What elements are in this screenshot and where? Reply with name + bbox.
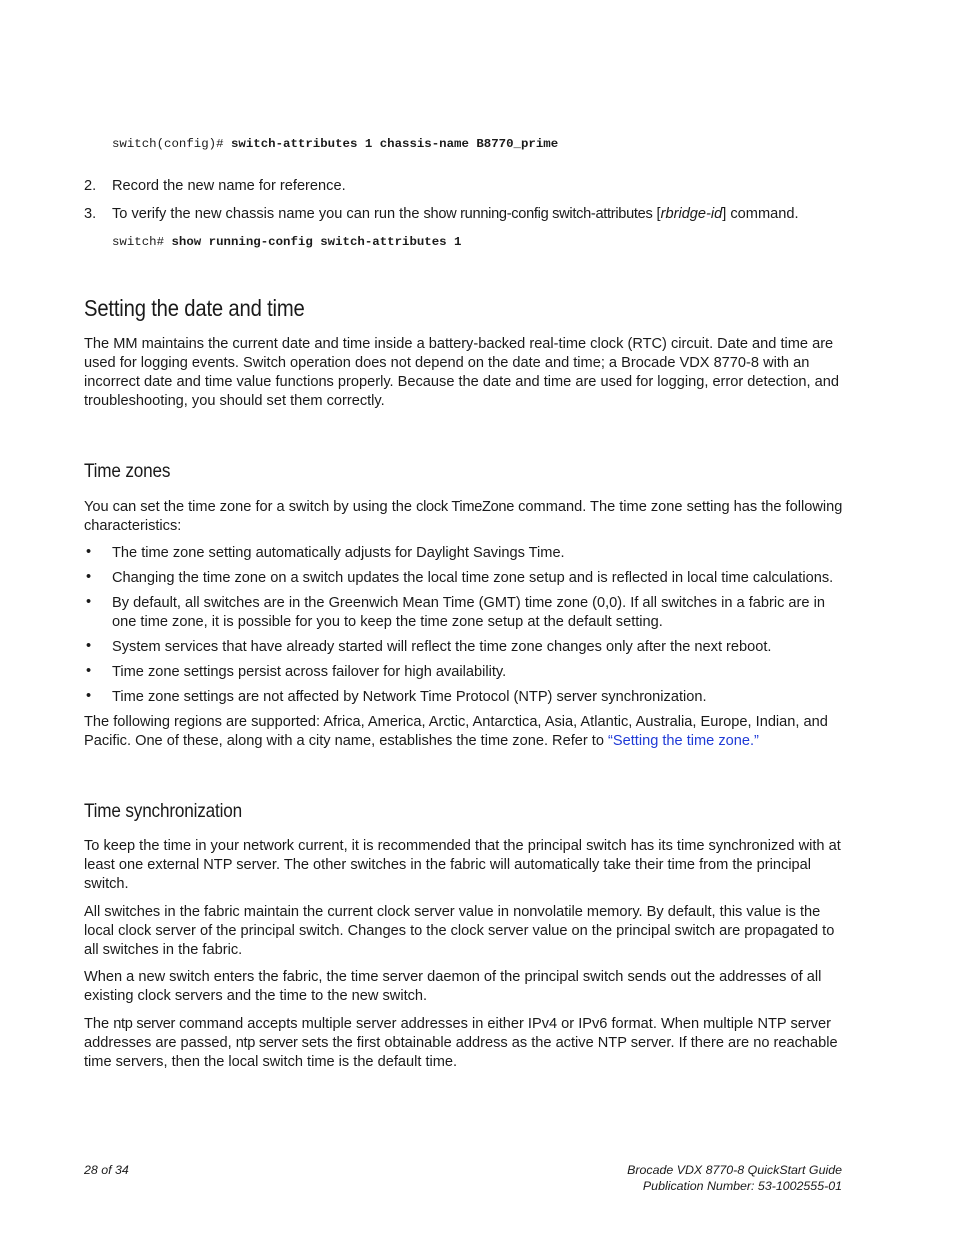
footer-page-number: 28 of 34: [84, 1163, 129, 1177]
section-heading-time-sync: Time synchronization: [84, 800, 242, 822]
code-command: switch-attributes 1 chassis-name B8770_prime: [230, 137, 559, 151]
list-item: The time zone setting automatically adjusts for Daylight Savings Time.: [112, 545, 565, 561]
list-item: Time zone settings are not affected by Network Time Protocol (NTP) server synchronization.: [112, 689, 707, 705]
bullet-icon: •: [86, 594, 92, 610]
step-2-number: 2.: [84, 178, 97, 194]
step-3-text: [112, 205, 799, 224]
code-prompt: switch(config)#: [112, 137, 224, 151]
paragraph-time-sync-1: To keep the time in your network current, it is recommended that the principal switch has its time synchronized with at least one external NTP server. The other switches in the fabric will automatically take their time from the principal switch.: [84, 838, 841, 892]
step-3-text-b: [: [652, 206, 661, 222]
command-name: ntp server: [113, 1016, 176, 1032]
footer-publication-number: Publication Number: 53-1002555-01: [642, 1179, 842, 1193]
footer-guide-title: Brocade VDX 8770-8 QuickStart Guide: [627, 1163, 842, 1177]
paragraph-time-sync-3: When a new switch enters the fabric, the time server daemon of the principal switch sends out the addresses of all existing clock servers and the time to the new switch.: [84, 969, 822, 1004]
ntp-text-c: sets the first obtainable address as the active NTP server. If there are no reachable time servers, then the local switch time is the default time.: [84, 1035, 838, 1070]
list-item: Changing the time zone on a switch updates the local time zone setup and is reflected in local time calculations.: [112, 570, 834, 586]
bullet-icon: •: [86, 638, 92, 654]
code-block-chassis-name: [112, 137, 558, 151]
paragraph-time-zones-intro: [84, 498, 844, 536]
intro-text-b: command. The time zone setting has the following characteristics:: [84, 499, 843, 534]
command-name: clock TimeZone: [416, 499, 515, 515]
link-setting-time-zone[interactable]: “Setting the time zone.”: [608, 733, 759, 749]
step-3-text-c: ] command.: [722, 206, 799, 222]
list-item: Time zone settings persist across failover for high availability.: [112, 664, 507, 680]
code-block-verify: [112, 235, 462, 249]
section-heading-time-zones: Time zones: [84, 460, 171, 482]
command-argument: rbridge-id: [660, 206, 723, 222]
step-2-text: Record the new name for reference.: [112, 178, 346, 194]
bullet-icon: •: [86, 569, 92, 585]
list-item: System services that have already started will reflect the time zone changes only after the next reboot.: [112, 639, 772, 655]
paragraph-date-time: The MM maintains the current date and time inside a battery-backed real-time clock (RTC) circuit. Date and time are used for logging events. Switch operation does not depend on the date and time; a Brocade VDX 8770-8 with an incorrect date and time value functions properly. Because the date and time are used for logging, error detection, and troubleshooting, you should set them correctly.: [84, 336, 839, 409]
list-item: By default, all switches are in the Greenwich Mean Time (GMT) time zone (0,0). If all switches in a fabric are in one time zone, it is possible for you to keep the time zone setup at the default setting.: [112, 595, 825, 630]
ntp-text-a: The: [84, 1016, 114, 1032]
intro-text-a: You can set the time zone for a switch by using the: [84, 499, 417, 515]
command-name: show running-config switch-attributes: [423, 206, 653, 222]
code-prompt: switch#: [112, 235, 165, 249]
command-name: ntp server: [235, 1035, 298, 1051]
paragraph-ntp-server: [84, 1015, 846, 1072]
code-command: show running-config switch-attributes 1: [171, 235, 462, 249]
bullet-icon: •: [86, 544, 92, 560]
paragraph-regions: [84, 713, 850, 751]
ntp-text-b: command accepts multiple server addresses in either IPv4 or IPv6 format. When multiple NTP server addresses are passed,: [84, 1016, 831, 1051]
section-heading-date-time: Setting the date and time: [84, 295, 305, 321]
paragraph-time-sync-2: All switches in the fabric maintain the current clock server value in nonvolatile memory. By default, this value is the local clock server of the principal switch. Changes to the clock server value on the principal switch are propagated to all switches in the fabric.: [84, 904, 835, 958]
step-3-number: 3.: [84, 206, 97, 222]
regions-text: The following regions are supported: Africa, America, Arctic, Antarctica, Asia, Atlantic, Australia, Europe, Indian, and Pacific. One of these, along with a city name, establishes the time zone. Refer to: [84, 714, 828, 749]
step-3-text-a: To verify the new chassis name you can run the: [112, 206, 424, 222]
bullet-icon: •: [86, 663, 92, 679]
bullet-icon: •: [86, 688, 92, 704]
